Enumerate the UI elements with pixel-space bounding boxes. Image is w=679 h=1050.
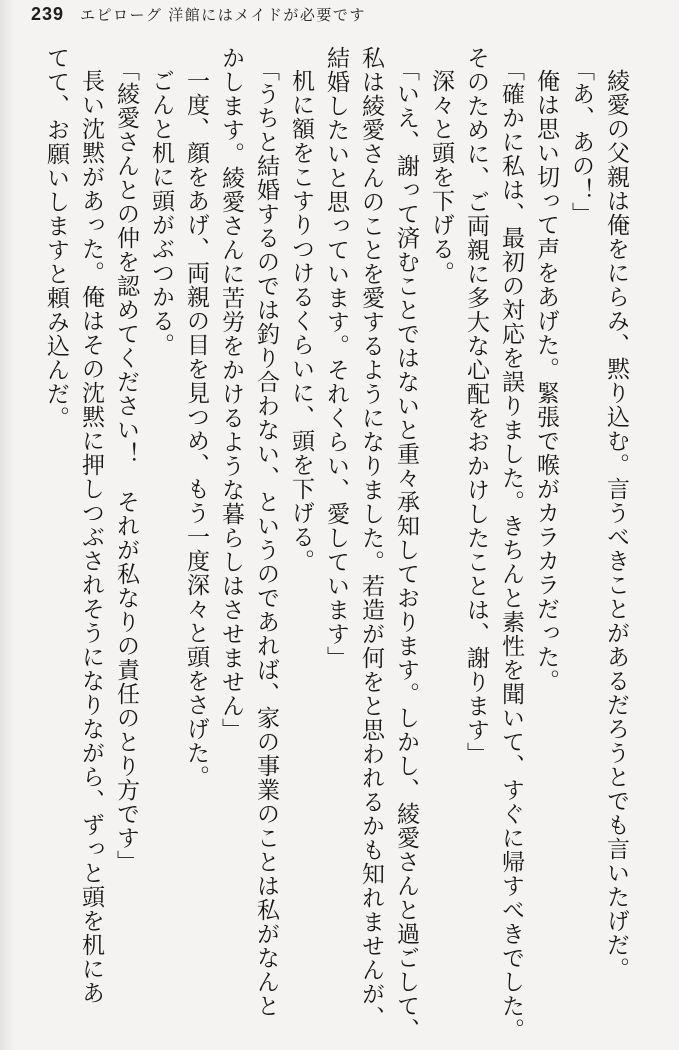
text-line: 机に額をこすりつけるくらいに、頭を下げる。 xyxy=(289,69,314,573)
text-line: 「いえ、謝って済むことではないと重々承知しております。しかし、綾愛さんと過ごして、 xyxy=(394,57,419,1042)
text-line: 私は綾愛さんのことを愛するようになりました。若造が何をと思われるかも知れませんが、 xyxy=(359,46,384,1030)
page-number: 239 xyxy=(31,4,65,24)
text-line: 「綾愛さんとの仲を認めてください！ それが私なりの責任のとり方です」 xyxy=(114,57,139,874)
text-line: 「あ、あの！」 xyxy=(569,57,594,226)
text-line: 深々と頭を下げる。 xyxy=(429,69,454,285)
text-line: 「うちと結婚するのでは釣り合わない、というのであれば、家の事業のことは私がなんと xyxy=(254,57,279,1018)
text-line: 長い沈黙があった。俺はその沈黙に押しつぶされそうになりながら、ずっと頭を机にあ xyxy=(79,69,104,1005)
text-line: てて、お願いしますと頼み込んだ。 xyxy=(44,46,69,430)
text-line: かします。綾愛さんに苦労をかけるような暮らしはさせません」 xyxy=(219,46,244,742)
page-header xyxy=(31,4,366,25)
body-text xyxy=(39,46,634,1040)
text-line: 俺は思い切って声をあげた。緊張で喉がカラカラだった。 xyxy=(534,69,559,693)
chapter-title: エピローグ 洋館にはメイドが必要です xyxy=(80,7,366,24)
text-line: そのために、ご両親に多大な心配をおかけしたことは、謝ります」 xyxy=(464,46,489,766)
text-line: 「確かに私は、最初の対応を誤りました。きちんと素性を聞いて、すぐに帰すべきでした。 xyxy=(499,57,524,1042)
text-line: 一度、顔をあげ、両親の目を見つめ、もう一度深々と頭をさげた。 xyxy=(184,69,209,789)
text-line: 綾愛の父親は俺をにらみ、黙り込む。言うべきことがあるだろうとでも言いたげだ。 xyxy=(604,69,629,981)
text-line: 結婚したいと思っています。それくらい、愛しています」 xyxy=(324,46,349,670)
text-line: ごんと机に頭がぶつかる。 xyxy=(149,69,174,357)
